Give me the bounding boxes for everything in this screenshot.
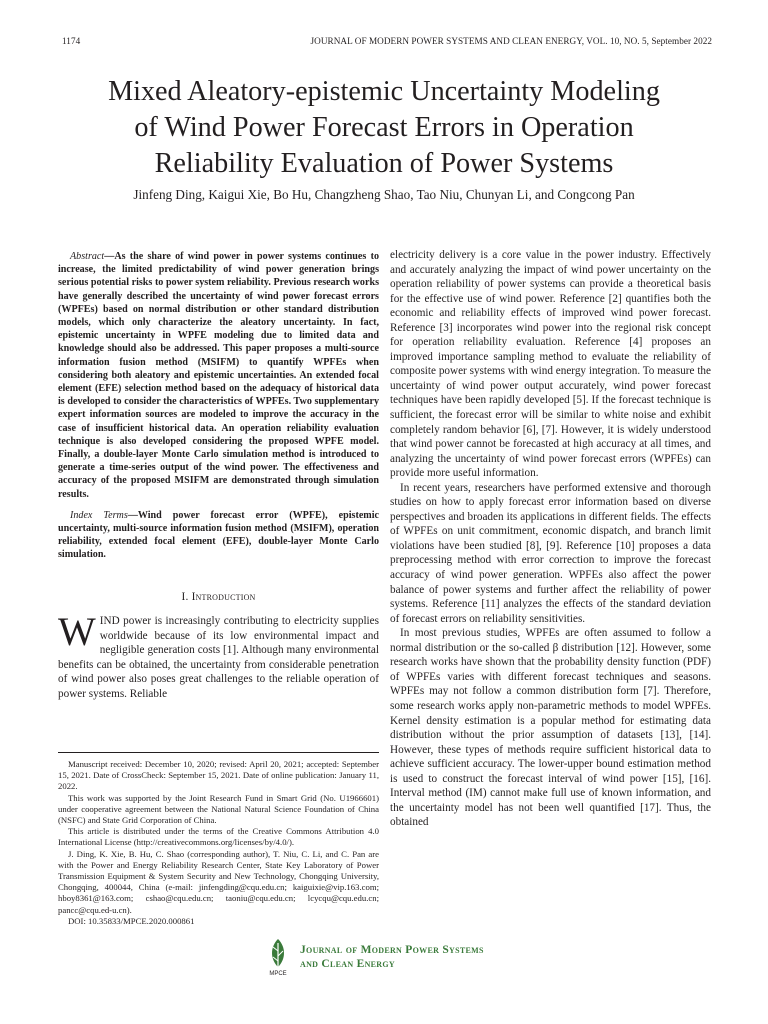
abstract xyxy=(58,250,379,501)
right-column xyxy=(390,248,711,830)
abstract-lead: Abstract xyxy=(70,251,105,262)
intro-text: power is increasingly contributing to electricity supplies worldwide because of its low environmental impact and negligible generation costs [1]. Although many environmental benefits can be obtained, the uncertainty from considerable penetration of wind power also poses great challenges to the reliable operation of power systems. Reliable xyxy=(58,614,379,700)
body-paragraph: In most previous studies, WPFEs are often assumed to follow a normal distribution or the so-called β distribution [12]. However, some research works have shown that the probability density function (PDF) of WPFEs varies with different forecast techniques and seasons. WPFEs may not follow a common distribution form [7]. Therefore, some research works apply non-parametric methods to model WPFEs. Kernel density estimation is a popular method for estimating data distribution without the prior assumption of datasets [13], [14]. However, these types of methods require sufficient historical data to achieve sufficient accuracy. The lower-upper bound estimation method is used to construct the forecast interval of wind power [15], [16]. Interval method (IM) cannot make full use of known information, and the uncertainty model has not been well quantified [17]. Thus, the obtained xyxy=(390,627,711,829)
index-terms xyxy=(58,509,379,562)
intro-first-word: IND xyxy=(99,614,120,627)
paper-title xyxy=(40,74,728,182)
author-list: Jinfeng Ding, Kaigui Xie, Bo Hu, Changzheng Shao, Tao Niu, Chunyan Li, and Congcong Pan xyxy=(133,187,635,202)
abstract-text: —As the share of wind power in power systems continues to increase, the limited predictability of wind power generation brings serious potential risks to power system reliability. Previous research works have generally described the uncertainty of wind power forecast errors (WPFEs) based on normal distribution or other standard distribution models, which only characterize the aleatory uncertainty. In fact, epistemic uncertainty in WPFE modeling due to limited data and knowledge should also be addressed. This paper proposes a multi-source information fusion method (MSIFM) to quantify WPFEs when considering both aleatory and epistemic uncertainties. An extended focal element (EFE) selection method based on the adequacy of historical data is developed to consider the characteristics of WPFEs. Two supplementary expert information sources are modeled to improve the accuracy in the case of insufficient historical data. An operation reliability evaluation technique is also developed considering the proposed WPFE model. Finally, a double-layer Monte Carlo simulation method is introduced to generate a time-series output of the wind power. The effectiveness and accuracy of the proposed MSIFM are demonstrated through simulation results. xyxy=(58,251,379,500)
journal-logo xyxy=(264,937,514,977)
journal-citation: JOURNAL OF MODERN POWER SYSTEMS AND CLEAN ENERGY, VOL. 10, NO. 5, September 2022 xyxy=(310,36,712,46)
footnotes xyxy=(58,752,379,927)
section-numeral: I. xyxy=(181,590,192,603)
leaf-logo-icon xyxy=(264,937,292,977)
body-paragraph: electricity delivery is a core value in the power industry. Effectively and accurately analyzing the impact of wind power uncertainty on the operation reliability of power systems can provide a theoretical basis for the effective use of wind power. Reference [2] quantifies both the economic and reliability effects of improved wind power forecast. Reference [3] incorporates wind power into the regional risk concept for operation reliability evaluation. Reference [4] proposes an improved importance sampling method to evaluate the reliability of composite power systems with wind energy integration. To measure the uncertainty of wind power output accurately, wind power forecast techniques have been rapidly developed [5]. If the forecast technique is sufficient, the forecast error will be similar to white noise and exhibit completely random behavior [6], [7]. However, it is widely understood that wind power cannot be forecasted at high accuracy at all times, and analyzing the uncertainty of wind power forecast errors (WPFEs) can provide more useful information. xyxy=(390,249,711,480)
footnote-license: This article is distributed under the terms of the Creative Commons Attribution 4.0 International License (http://creativecommons.org/licenses/by/4.0/). xyxy=(58,826,379,848)
index-terms-lead: Index Terms xyxy=(70,509,128,521)
logo-line: and Clean Energy xyxy=(300,958,395,970)
intro-paragraph xyxy=(58,608,379,701)
title-line: Reliability Evaluation of Power Systems xyxy=(154,148,614,179)
title-line: of Wind Power Forecast Errors in Operation xyxy=(134,112,634,143)
logo-line: Journal of Modern Power Systems xyxy=(300,944,484,956)
footnote-manuscript: Manuscript received: December 10, 2020; revised: April 20, 2021; accepted: September 15, 2021. Date of CrossCheck: September 15, 2021. Date of online publication: January 11, 2022. xyxy=(58,759,379,792)
body-paragraph: In recent years, researchers have performed extensive and thorough studies on how to apply forecast error information based on diverse perspectives and broaden its applications in different fields. The effects of WPFEs on unit commitment, economic dispatch, and branch limit violations have been studied [8], [9]. Reference [10] proposes a data preprocessing method with error correction to improve the forecast accuracy of wind power generation. WPFEs also affect the power balance of power systems and further affect the reliability of power systems. Reference [11] analyzes the effects of the standard deviation of forecast errors on reliability sensitivities. xyxy=(390,481,711,625)
drop-cap: W xyxy=(58,608,96,654)
footnote-doi: DOI: 10.35833/MPCE.2020.000861 xyxy=(68,915,195,926)
section-heading xyxy=(58,590,379,604)
title-line: Mixed Aleatory-epistemic Uncertainty Modeling xyxy=(108,76,660,107)
footnote-funding: This work was supported by the Joint Research Fund in Smart Grid (No. U1966601) under cooperative agreement between the National Natural Science Foundation of China (NSFC) and State Grid Corporation of China. xyxy=(58,792,379,826)
left-column xyxy=(58,250,379,701)
section-title: Introduction xyxy=(191,590,256,603)
logo-text xyxy=(300,943,484,971)
index-terms-text: —Wind power forecast error (WPFE), epistemic uncertainty, multi-source information fusion method (MSIFM), operation reliability, extended focal element (EFE), double-layer Monte Carlo simulation. xyxy=(58,509,379,561)
logo-mark-label: MPCE xyxy=(269,971,287,977)
running-head xyxy=(62,36,712,50)
footnote-affiliation: J. Ding, K. Xie, B. Hu, C. Shao (corresponding author), T. Niu, C. Li, and C. Pan are with the Power and Energy Reliability Research Center, State Key Laboratory of Power Transmission Equipment & System Security and New Technology, Chongqing University, Chongqing, 400044, China (e-mail: jinfengding@cqu.edu.cn; kaiguixie@vip.163.com; hboy8361@163.com; cshao@cqu.edu.cn; taoniu@cqu.edu.cn; lcycqu@cqu.edu.cn; pancc@cqu.ed-u.cn). xyxy=(58,848,379,915)
page-number: 1174 xyxy=(62,36,81,46)
